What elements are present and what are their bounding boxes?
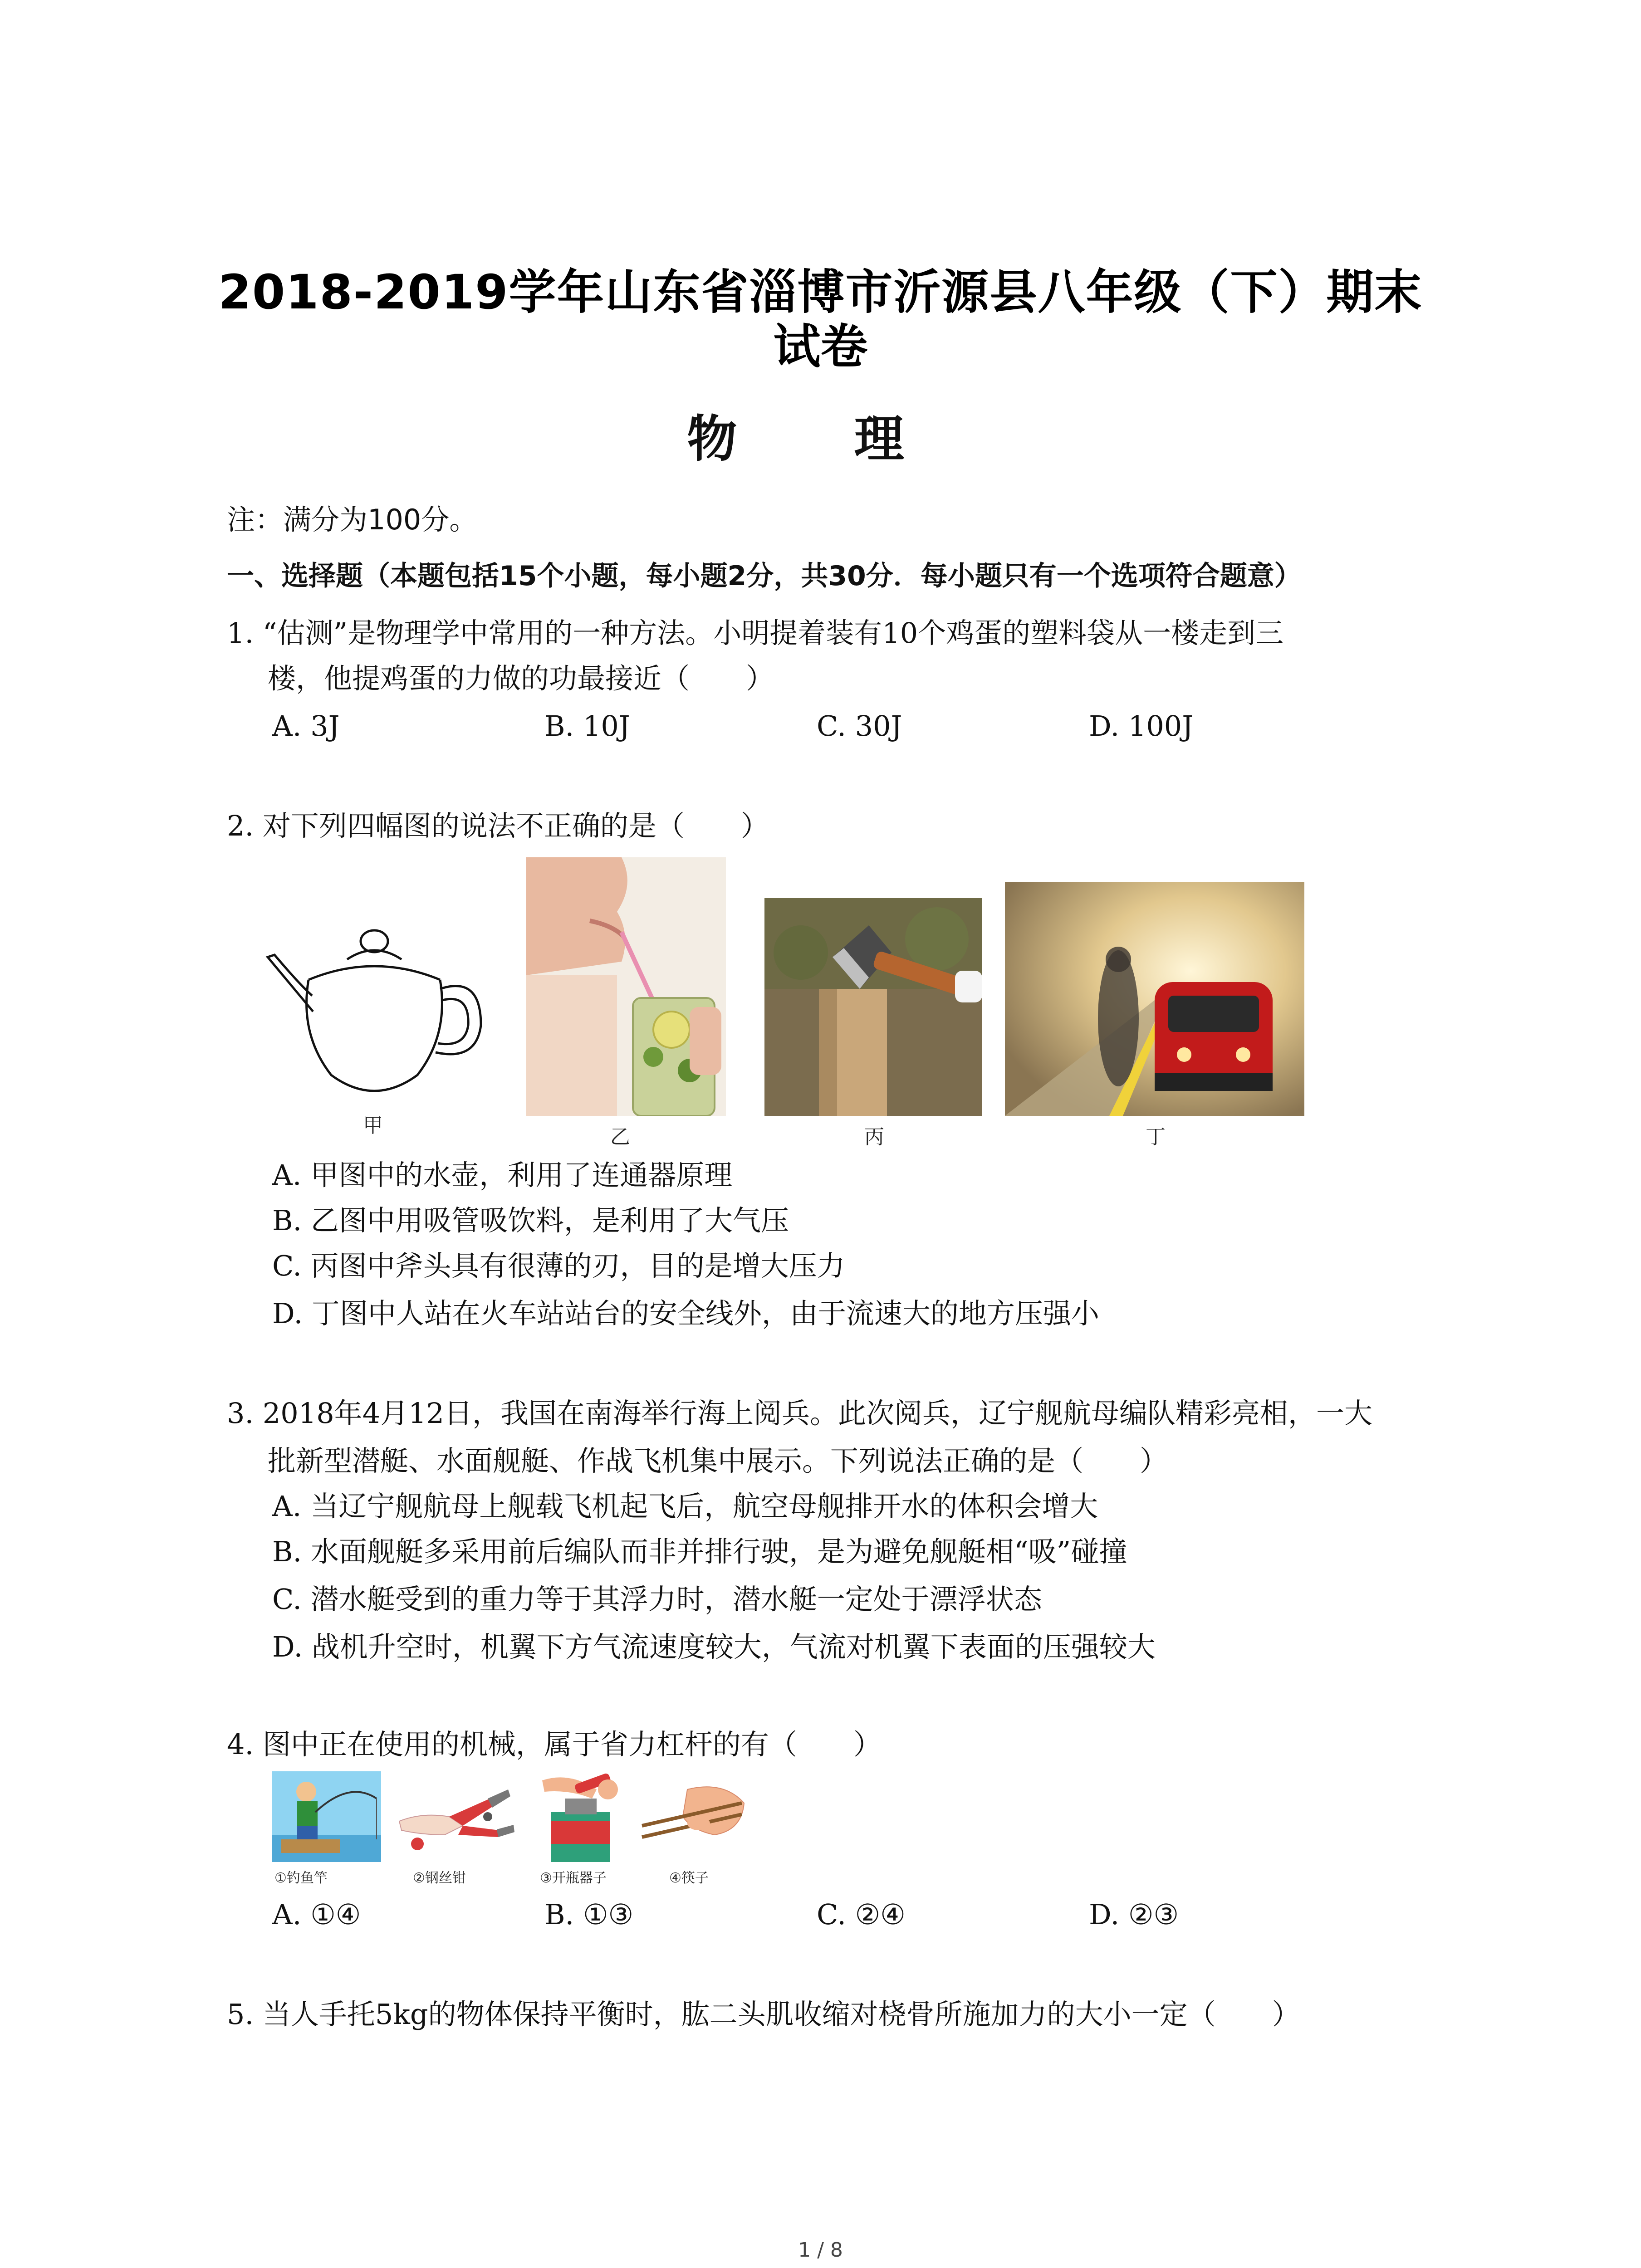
straw-drink-photo — [526, 857, 726, 1116]
axe-photo — [764, 898, 982, 1116]
q4-option-b: B. ①③ — [544, 1898, 634, 1931]
q2-option-a: A. 甲图中的水壶，利用了连通器原理 — [272, 1158, 733, 1192]
fishing-rod-figure — [272, 1771, 381, 1862]
subway-station-photo — [1005, 882, 1304, 1116]
q2-option-b: B. 乙图中用吸管吸饮料，是利用了大气压 — [272, 1204, 789, 1237]
caption-chopsticks: ④筷子 — [669, 1870, 709, 1886]
exam-title-line2: 试卷 — [773, 319, 868, 374]
caption-wire-pliers: ②钢丝钳 — [413, 1870, 466, 1886]
wire-pliers-figure — [395, 1771, 517, 1862]
q1-stem-line1: 1. “估测”是物理学中常用的一种方法。小明提着装有10个鸡蛋的塑料袋从一楼走到三 — [227, 616, 1284, 650]
caption-fishing-rod: ①钓鱼竿 — [274, 1870, 328, 1886]
teapot-figure — [263, 916, 499, 1116]
caption-yi: 乙 — [610, 1125, 630, 1149]
q3-option-b: B. 水面舰艇多采用前后编队而非并排行驶，是为避免舰艇相“吸”碰撞 — [272, 1535, 1127, 1568]
exam-title-line1: 2018-2019学年山东省淄博市沂源县八年级（下）期末 — [218, 264, 1423, 320]
q1-option-d: D. 100J — [1089, 709, 1194, 743]
q2-stem: 2. 对下列四幅图的说法不正确的是（ ） — [227, 809, 769, 842]
subject-heading: 物 理 — [687, 410, 954, 468]
section-heading: 一、选择题（本题包括15个小题，每小题2分，共30分．每小题只有一个选项符合题意） — [227, 560, 1302, 592]
q1-stem-line2: 楼，他提鸡蛋的力做的功最接近（ ） — [268, 662, 774, 695]
q4-option-c: C. ②④ — [817, 1898, 906, 1931]
q3-option-d: D. 战机升空时，机翼下方气流速度较大，气流对机翼下表面的压强较大 — [272, 1630, 1156, 1663]
score-note: 注：满分为100分。 — [227, 503, 478, 536]
caption-jia: 甲 — [363, 1114, 383, 1137]
q2-option-d: D. 丁图中人站在火车站站台的安全线外，由于流速大的地方压强小 — [272, 1297, 1099, 1330]
q2-option-c: C. 丙图中斧头具有很薄的刃，目的是增大压力 — [272, 1249, 845, 1282]
q3-option-a: A. 当辽宁舰航母上舰载飞机起飞后，航空母舰排开水的体积会增大 — [272, 1490, 1098, 1523]
page-number: 1 / 8 — [798, 2239, 843, 2262]
q4-option-a: A. ①④ — [272, 1898, 361, 1931]
q4-stem: 4. 图中正在使用的机械，属于省力杠杆的有（ ） — [227, 1728, 882, 1761]
q1-option-b: B. 10J — [544, 709, 630, 743]
caption-bing: 丙 — [864, 1125, 884, 1149]
caption-ding: 丁 — [1146, 1125, 1166, 1149]
caption-bottle-opener: ③开瓶器子 — [540, 1870, 607, 1886]
chopsticks-figure — [637, 1771, 749, 1862]
q3-stem-line1: 3. 2018年4月12日，我国在南海举行海上阅兵。此次阅兵，辽宁舰航母编队精彩亮相，一大 — [227, 1397, 1372, 1430]
q1-option-c: C. 30J — [817, 709, 902, 743]
q4-option-d: D. ②③ — [1089, 1898, 1179, 1931]
q1-option-a: A. 3J — [272, 709, 340, 743]
bottle-opener-figure — [533, 1771, 628, 1862]
q3-option-c: C. 潜水艇受到的重力等于其浮力时，潜水艇一定处于漂浮状态 — [272, 1583, 1042, 1616]
q3-stem-line2: 批新型潜艇、水面舰艇、作战飞机集中展示。下列说法正确的是（ ） — [268, 1444, 1168, 1477]
q5-stem: 5. 当人手托5kg的物体保持平衡时，肱二头肌收缩对桡骨所施加力的大小一定（ ） — [227, 1998, 1300, 2031]
